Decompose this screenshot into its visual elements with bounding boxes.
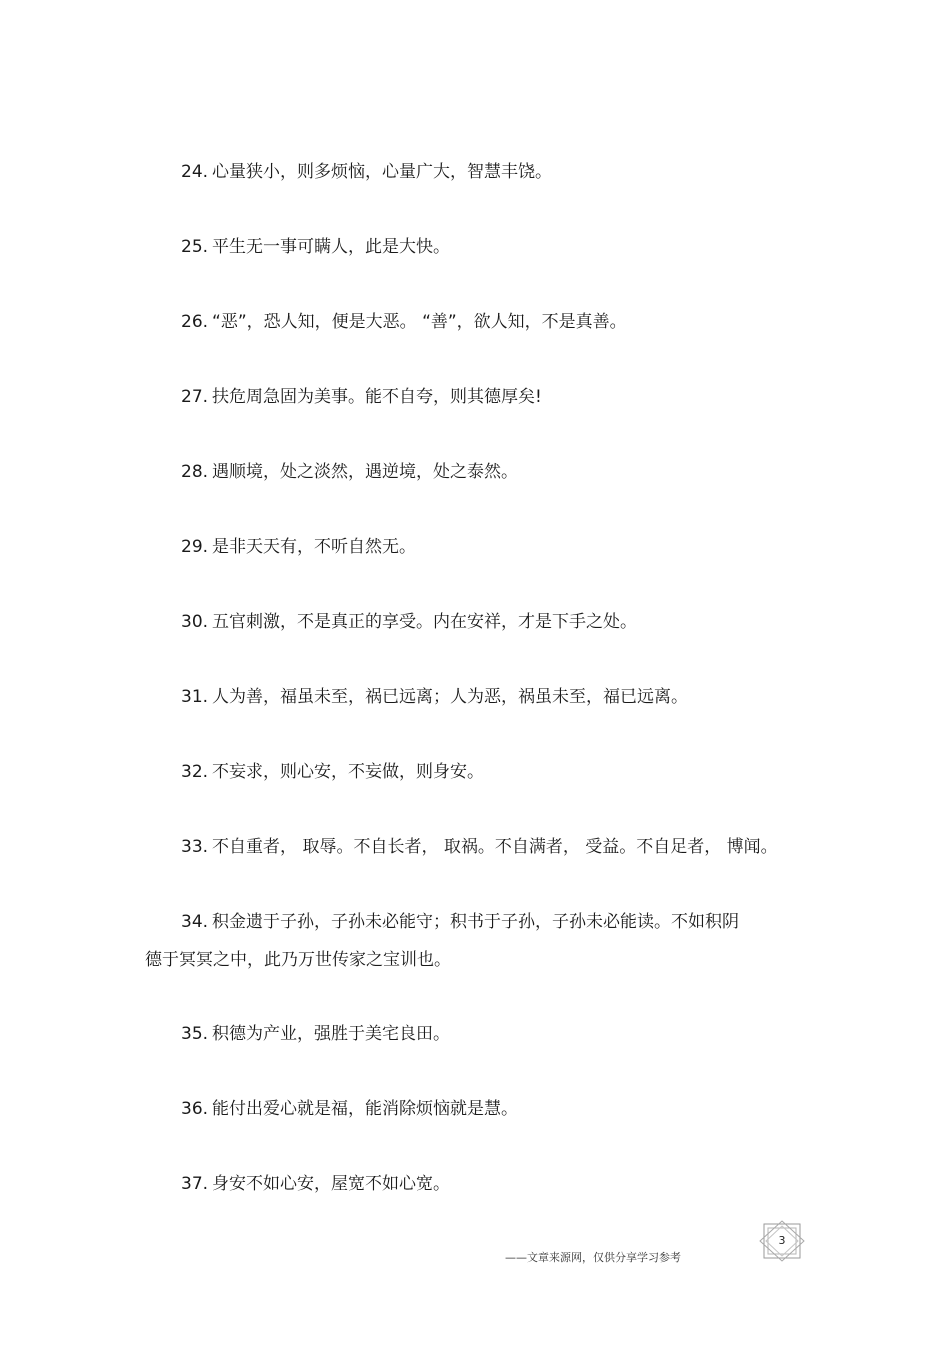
paragraph-number: 34. — [181, 912, 209, 932]
paragraph-number: 27. — [181, 387, 209, 407]
paragraph-text: “恶”，恐人知，便是大恶。 “善”，欲人知，不是真善。 — [212, 312, 627, 332]
paragraph-28 — [145, 453, 825, 491]
paragraph-text: 是非天天有，不听自然无。 — [212, 537, 417, 557]
page-number: 3 — [778, 1234, 786, 1247]
paragraph-36 — [145, 1090, 825, 1128]
paragraph-27 — [145, 378, 825, 416]
paragraph-number: 26. — [181, 312, 209, 332]
paragraph-text: 平生无一事可瞒人，此是大快。 — [212, 237, 451, 257]
paragraph-continuation: 德于冥冥之中，此乃万世传家之宝训也。 — [145, 950, 451, 970]
paragraph-number: 28. — [181, 462, 209, 482]
paragraph-text: 扶危周急固为美事。能不自夸，则其德厚矣! — [212, 387, 542, 407]
paragraph-text: 能付出爱心就是福，能消除烦恼就是慧。 — [212, 1099, 519, 1119]
paragraph-text: 人为善，福虽未至，祸已远离；人为恶，祸虽未至，福已远离。 — [212, 687, 689, 707]
paragraph-25 — [145, 228, 825, 266]
paragraph-number: 25. — [181, 237, 209, 257]
paragraph-24 — [145, 153, 825, 191]
footer-note: ——文章来源网，仅供分享学习参考 — [505, 1251, 681, 1264]
paragraph-number: 37. — [181, 1174, 209, 1194]
paragraph-30 — [145, 603, 825, 641]
paragraph-31 — [145, 678, 825, 716]
paragraph-text: 遇顺境，处之淡然，遇逆境，处之泰然。 — [212, 462, 519, 482]
paragraph-number: 36. — [181, 1099, 209, 1119]
paragraph-35 — [145, 1015, 825, 1053]
paragraph-26 — [145, 303, 825, 341]
paragraph-37 — [145, 1165, 825, 1203]
paragraph-number: 24. — [181, 162, 209, 182]
paragraph-text: 五官刺激，不是真正的享受。内在安祥，才是下手之处。 — [212, 612, 638, 632]
paragraph-text: 不妄求，则心安，不妄做，则身安。 — [212, 762, 485, 782]
paragraph-text: 心量狭小，则多烦恼，心量广大，智慧丰饶。 — [212, 162, 553, 182]
paragraph-32 — [145, 753, 825, 791]
paragraph-text: 积德为产业，强胜于美宅良田。 — [212, 1024, 451, 1044]
paragraph-29 — [145, 528, 825, 566]
paragraph-33 — [145, 828, 825, 866]
paragraph-number: 29. — [181, 537, 209, 557]
paragraph-number: 30. — [181, 612, 209, 632]
paragraph-number: 33. — [181, 837, 209, 857]
paragraph-34 — [145, 903, 825, 979]
paragraph-text: 不自重者， 取辱。不自长者， 取祸。不自满者， 受益。不自足者， 博闻。 — [212, 837, 778, 857]
paragraph-number: 32. — [181, 762, 209, 782]
paragraph-text: 身安不如心安，屋宽不如心宽。 — [212, 1174, 451, 1194]
paragraph-text: 积金遗于子孙，子孙未必能守；积书于子孙，子孙未必能读。不如积阴 — [212, 912, 740, 932]
paragraph-number: 31. — [181, 687, 209, 707]
page-number-badge — [758, 1220, 806, 1262]
paragraph-number: 35. — [181, 1024, 209, 1044]
